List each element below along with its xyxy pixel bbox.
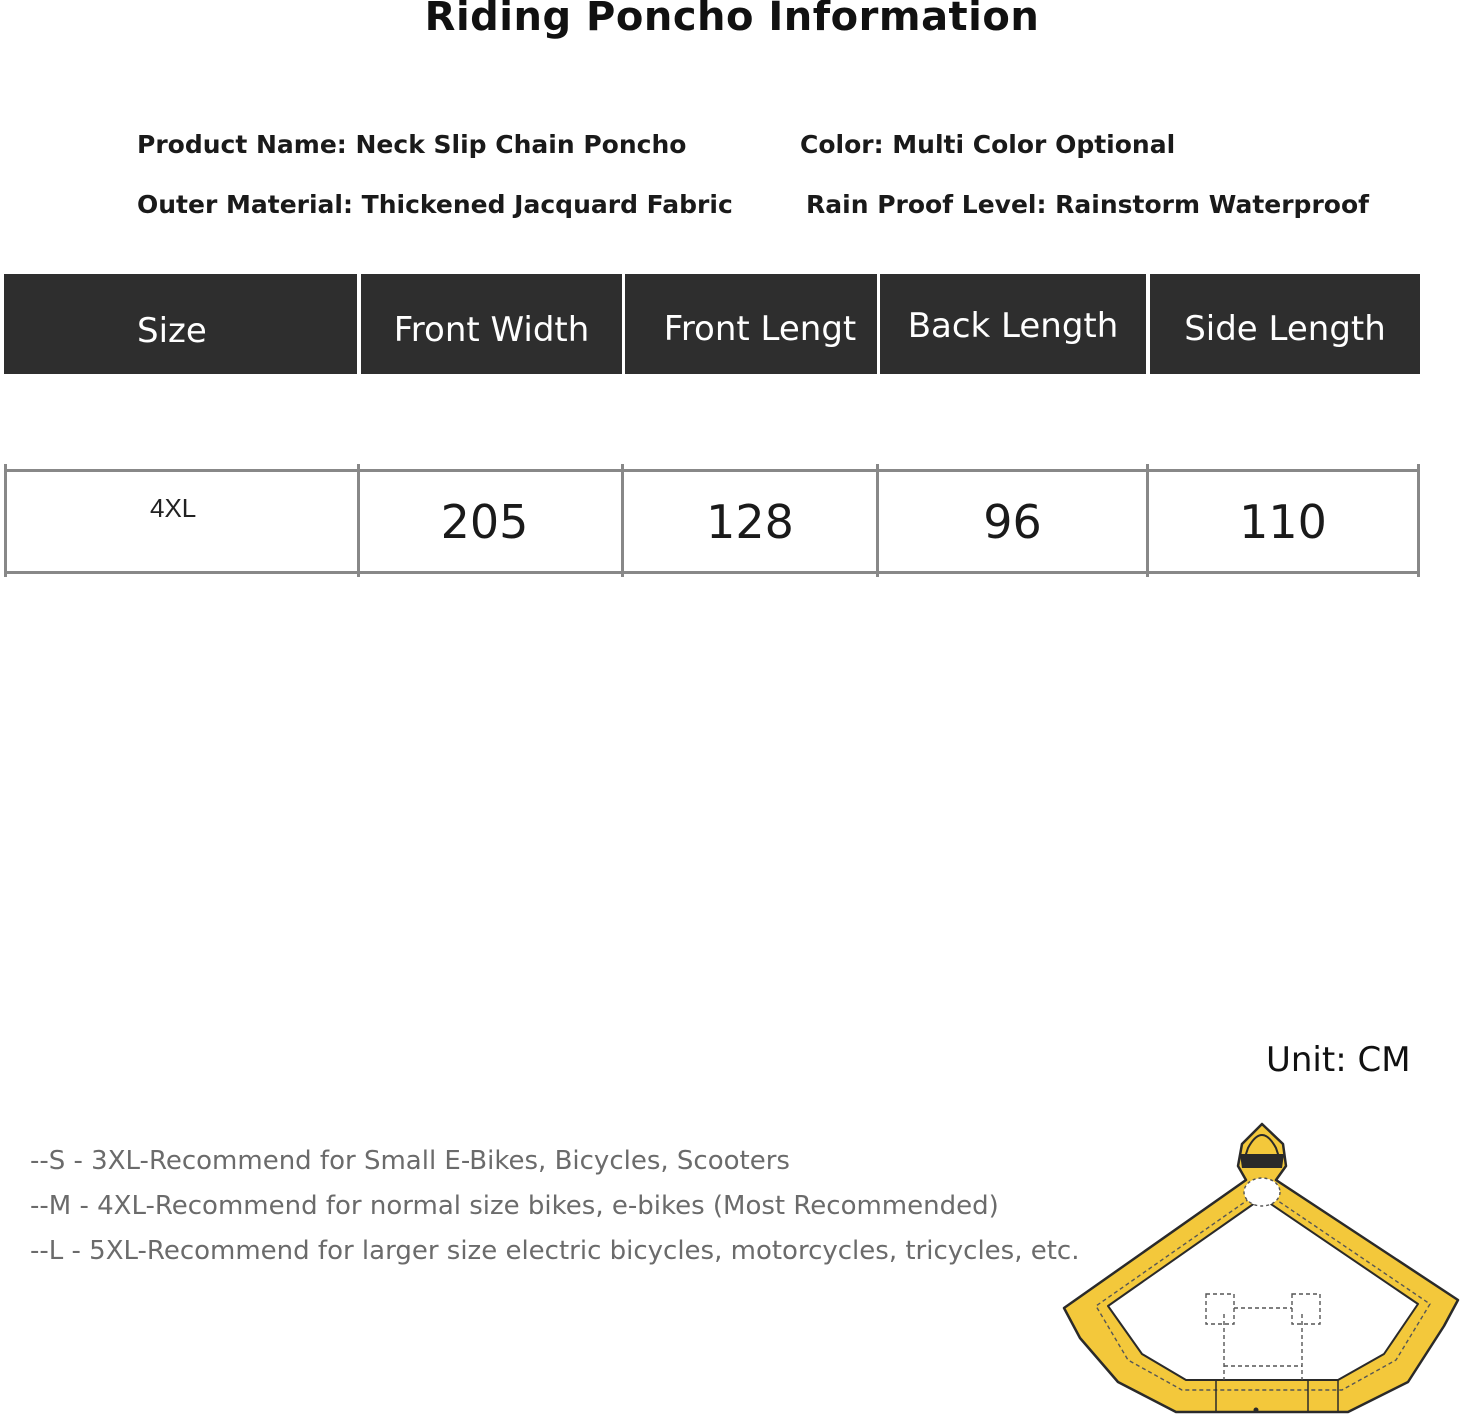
table-divider xyxy=(4,464,7,577)
header-front-width: Front Width xyxy=(361,274,622,374)
table-divider xyxy=(1417,464,1420,577)
color-text: Color: Multi Color Optional xyxy=(800,130,1176,159)
outer-material-text: Outer Material: Thickened Jacquard Fabric xyxy=(137,190,733,219)
cell-side-length: 110 xyxy=(1239,494,1327,549)
product-name-text: Product Name: Neck Slip Chain Poncho xyxy=(137,130,687,159)
cell-front-width: 205 xyxy=(440,494,529,549)
cell-back-length: 96 xyxy=(983,494,1042,549)
recommendation-s: --S - 3XL-Recommend for Small E-Bikes, Bicycles, Scooters xyxy=(30,1146,790,1176)
header-front-length: Front Lengt xyxy=(625,274,877,374)
page-title: Riding Poncho Information xyxy=(424,0,1040,40)
recommendation-m: --M - 4XL-Recommend for normal size bikes, e-bikes (Most Recommended) xyxy=(30,1191,999,1221)
header-size: Size xyxy=(4,274,357,374)
poncho-diagram-icon xyxy=(1058,1118,1464,1428)
cell-front-length: 128 xyxy=(706,494,794,549)
unit-label: Unit: CM xyxy=(1266,1040,1411,1080)
rain-proof-text: Rain Proof Level: Rainstorm Waterproof xyxy=(806,190,1370,219)
header-back-length: Back Length xyxy=(880,274,1146,374)
header-side-length: Side Length xyxy=(1150,274,1420,374)
recommendation-l: --L - 5XL-Recommend for larger size electric bicycles, motorcycles, tricycles, etc. xyxy=(30,1236,1080,1266)
cell-size: 4XL xyxy=(150,493,197,523)
